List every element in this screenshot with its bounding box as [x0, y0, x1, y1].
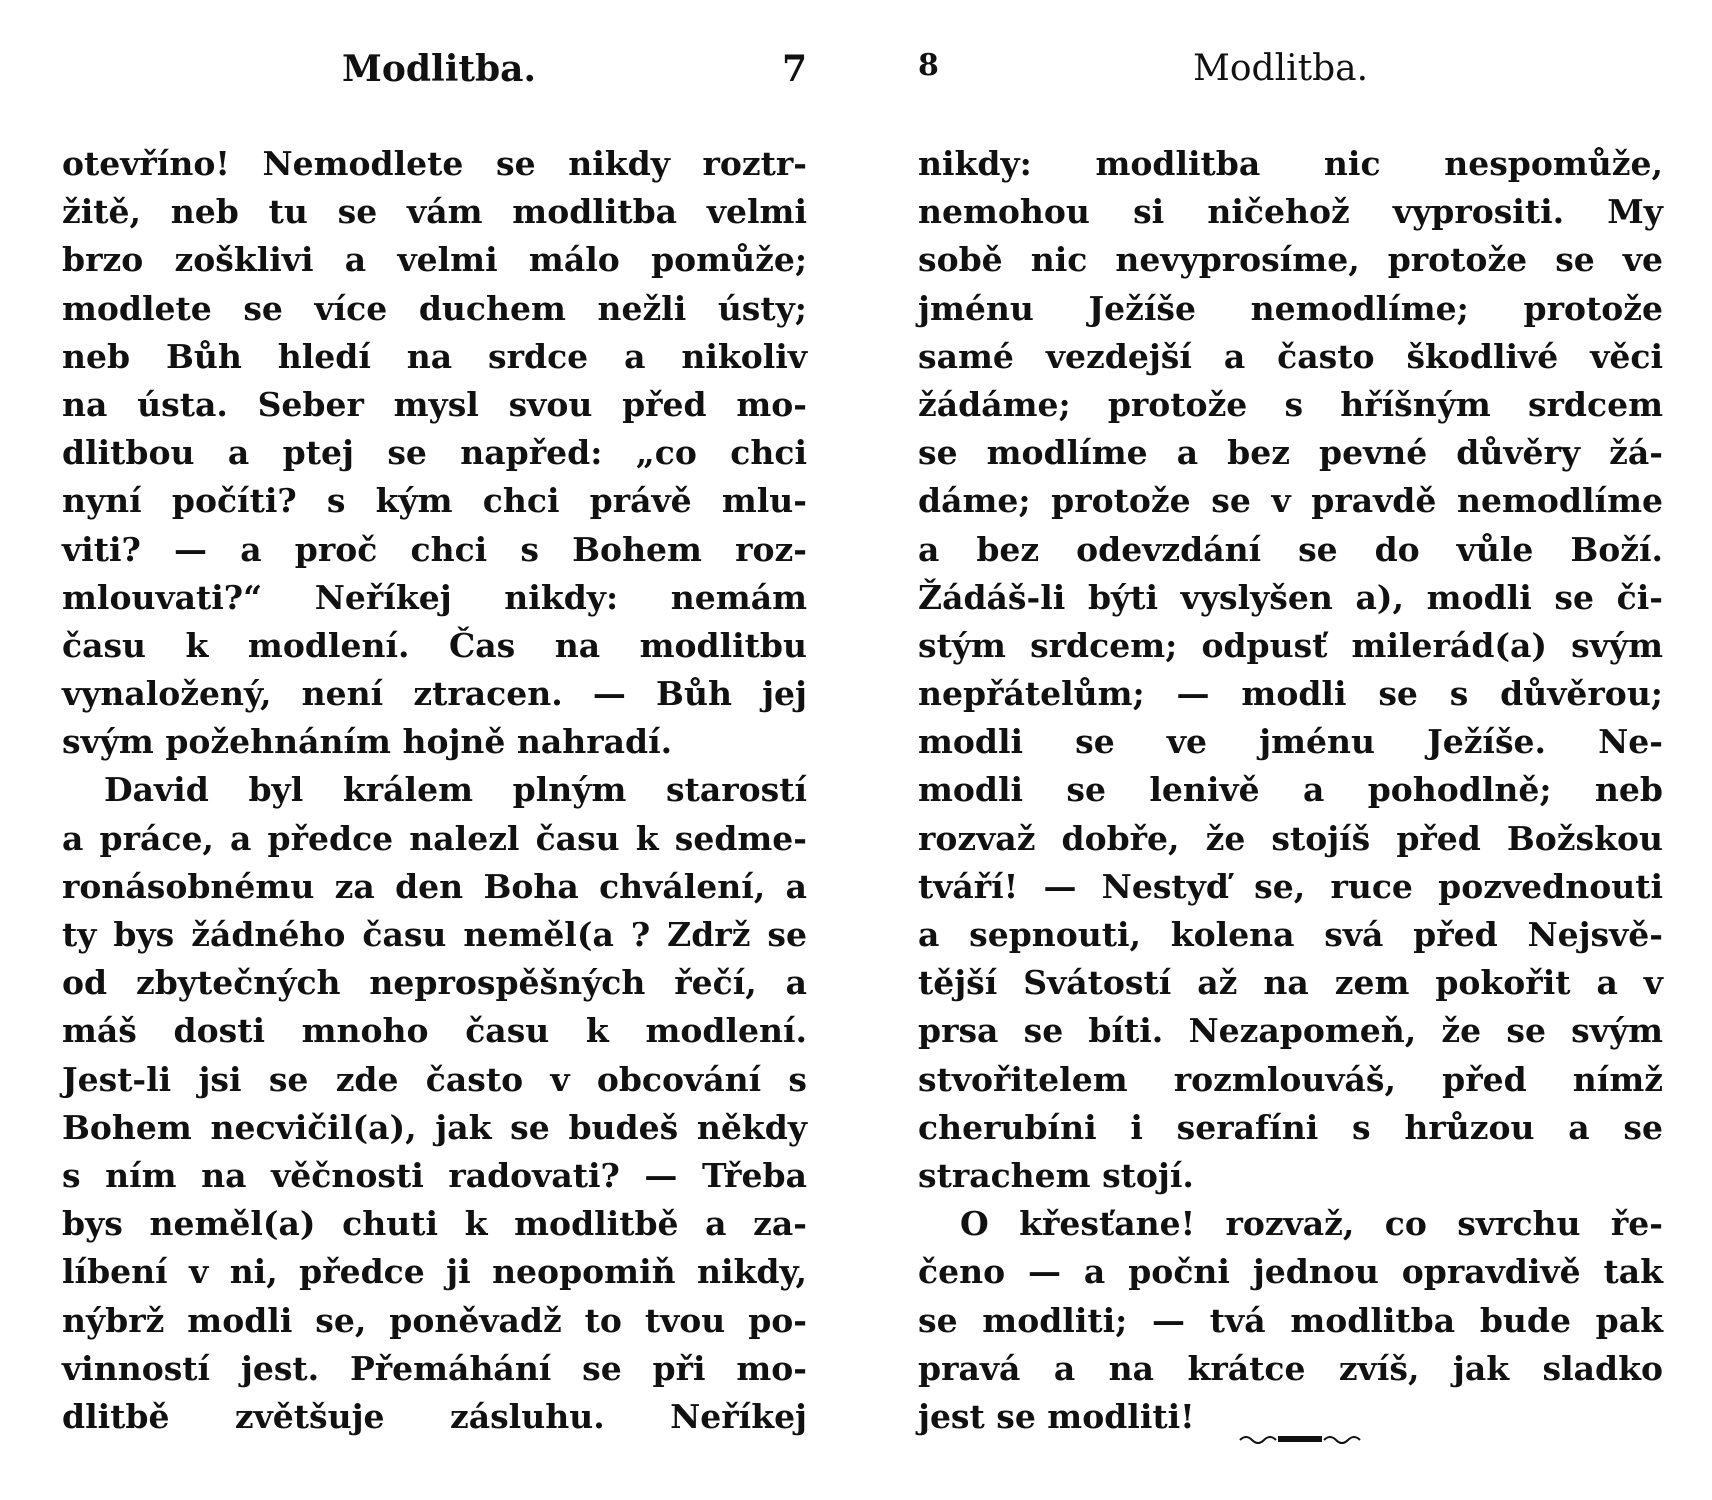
text-line: nemohou si ničehož vyprositi. My: [918, 192, 1663, 232]
end-ornament: [1238, 1432, 1363, 1444]
text-line: vynaložený, není ztracen. — Bůh jej: [62, 674, 807, 714]
text-line: modlete se více duchem nežli ústy;: [62, 288, 807, 328]
text-line: rozvaž dobře, že stojíš před Božskou: [918, 818, 1663, 858]
text-line: modli se ve jménu Ježíše. Ne-: [918, 722, 1663, 762]
text-line: tější Svátostí až na zem pokořit a v: [918, 963, 1663, 1003]
text-line: líbení v ni, předce ji neopomiň nikdy,: [62, 1252, 807, 1292]
text-line: máš dosti mnoho času k modlení.: [62, 1011, 807, 1051]
running-head: [918, 48, 1663, 98]
running-head: [62, 48, 807, 98]
text-line: dlitbou a ptej se napřed: „co chci: [62, 433, 807, 473]
running-head-title: Modlitba.: [1193, 48, 1369, 89]
text-line: prsa se bíti. Nezapomeň, že se svým: [918, 1011, 1663, 1051]
text-line: strachem stojí.: [918, 1155, 1194, 1195]
text-line: dáme; protože se v pravdě nemodlíme: [918, 481, 1663, 521]
text-line: čeno — a počni jednou opravdivě tak: [918, 1252, 1663, 1292]
text-line: O křesťane! rozvaž, co svrchu ře-: [960, 1204, 1663, 1244]
text-line: od zbytečných neprospěšných řečí, a: [62, 963, 807, 1003]
text-line: žitě, neb tu se vám modlitba velmi: [62, 192, 807, 232]
text-line: otevříno! Nemodlete se nikdy roztr-: [62, 144, 807, 183]
page-number: 8: [918, 48, 939, 83]
text-line: cherubíni i serafíni s hrůzou a se: [918, 1107, 1663, 1147]
text-line: samé vezdejší a často škodlivé věci: [918, 336, 1663, 376]
text-line: tváří! — Nestyď se, ruce pozvednouti: [918, 866, 1663, 906]
text-line: se modliti; — tvá modlitba bude pak: [918, 1300, 1663, 1340]
text-line: brzo zošklivi a velmi málo pomůže;: [62, 240, 807, 280]
page-number: 7: [781, 48, 807, 90]
text-line: stvořitelem rozmlouváš, před nímž: [918, 1059, 1663, 1099]
text-line: svým požehnáním hojně nahradí.: [62, 722, 673, 762]
text-line: neb Bůh hledí na srdce a nikoliv: [62, 336, 807, 376]
text-line: nyní počíti? s kým chci právě mlu-: [62, 481, 807, 521]
text-line: a sepnouti, kolena svá před Nejsvě-: [918, 915, 1663, 954]
text-line: vinností jest. Přemáhání se při mo-: [62, 1348, 807, 1388]
text-line: nepřátelům; — modli se s důvěrou;: [918, 674, 1663, 714]
text-line: stým srdcem; odpusť milerád(a) svým: [918, 625, 1663, 665]
text-line: na ústa. Seber mysl svou před mo-: [62, 384, 807, 424]
text-line: se modlíme a bez pevné důvěry žá-: [918, 433, 1663, 473]
text-line: nikdy: modlitba nic nespomůže,: [918, 144, 1663, 183]
text-line: pravá a na krátce zvíš, jak sladko: [918, 1348, 1663, 1388]
text-line: Bohem necvičil(a), jak se budeš někdy: [62, 1107, 807, 1147]
text-line: Žádáš-li býti vyslyšen a), modli se či-: [918, 577, 1663, 617]
text-line: ty bys žádného času neměl(a ? Zdrž se: [62, 915, 807, 954]
text-line: ronásobnému za den Boha chválení, a: [62, 866, 807, 906]
text-line: dlitbě zvětšuje zásluhu. Neříkej: [62, 1396, 807, 1436]
text-line: sobě nic nevyprosíme, protože se ve: [918, 240, 1663, 280]
text-line: jest se modliti!: [918, 1396, 1195, 1436]
text-line: modli se lenivě a pohodlně; neb: [918, 770, 1663, 810]
text-line: nýbrž modli se, poněvadž to tvou po-: [62, 1300, 807, 1340]
text-line: mlouvati?“ Neříkej nikdy: nemám: [62, 577, 807, 617]
body-text: [62, 140, 807, 1441]
running-head-title: Modlitba.: [342, 48, 537, 90]
text-line: jménu Ježíše nemodlíme; protože: [918, 288, 1663, 328]
text-line: a bez odevzdání se do vůle Boží.: [918, 529, 1663, 569]
text-line: žádáme; protože s hříšným srdcem: [918, 384, 1663, 424]
text-line: s ním na věčnosti radovati? — Třeba: [62, 1155, 807, 1195]
text-line: David byl králem plným starostí: [104, 770, 807, 810]
text-line: času k modlení. Čas na modlitbu: [62, 625, 807, 665]
text-line: viti? — a proč chci s Bohem roz-: [62, 529, 807, 569]
text-line: bys neměl(a) chuti k modlitbě a za-: [62, 1204, 807, 1244]
text-line: Jest-li jsi se zde často v obcování s: [62, 1059, 807, 1099]
body-text: [918, 140, 1663, 1441]
text-line: a práce, a předce nalezl času k sedme-: [62, 818, 807, 858]
